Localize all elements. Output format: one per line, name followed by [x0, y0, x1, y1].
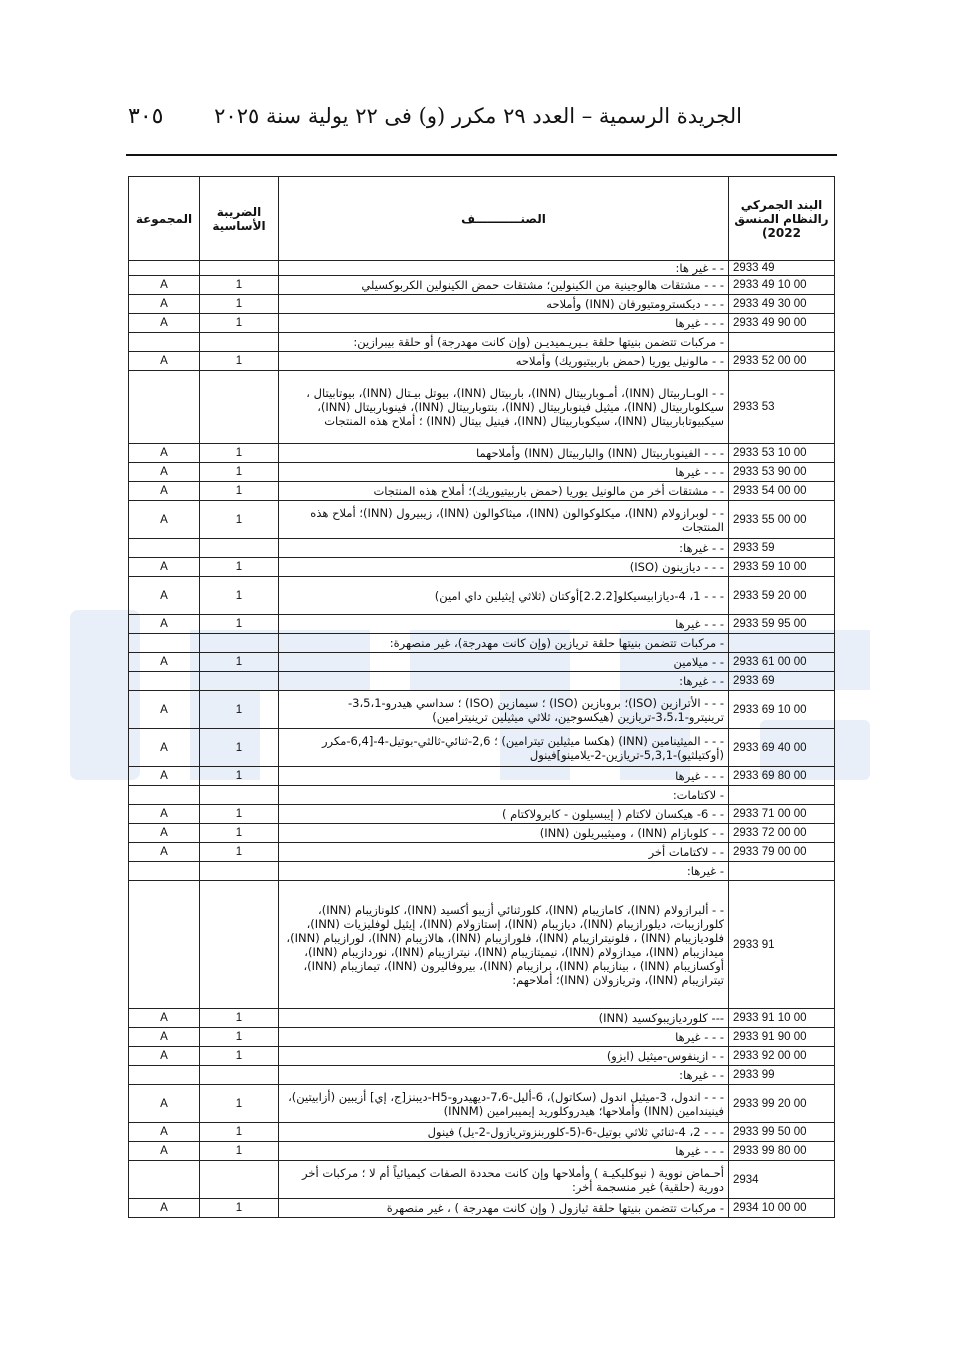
code-cell: 2933 72 00 00	[729, 824, 835, 843]
description-cell: - غيرها:	[279, 862, 729, 881]
group-cell: A	[129, 653, 200, 672]
duty-cell: 1	[200, 653, 279, 672]
code-cell: 2933 71 00 00	[729, 805, 835, 824]
description-cell: - - غيرها:	[279, 672, 729, 691]
description-cell: - - غير ها:	[279, 261, 729, 276]
table-row	[129, 843, 835, 862]
code-cell: 2933 91 90 00	[729, 1028, 835, 1047]
code-cell	[729, 333, 835, 352]
tariff-table	[128, 176, 835, 1218]
table-row	[129, 1028, 835, 1047]
description-cell: - - - اندول، 3-ميثيل اندول (سكاتول)، 6-أليل-7،6-ديهيدرو-H5-ديبنز[ج، إي] أزيبين (أزابيتين)، فينيندامين (INN) وأملاحها؛ هيدروكلوريد إيميبرامين (INNM)	[279, 1085, 729, 1123]
description-cell: - - مالونيل يوريا (حمض باربيتيوريك) وأملاحه	[279, 352, 729, 371]
duty-cell	[200, 333, 279, 352]
table-row	[129, 767, 835, 786]
duty-cell: 1	[200, 1142, 279, 1161]
table-header-row	[129, 177, 835, 261]
description-cell: - - ازينفوس-ميثيل (ايزو)	[279, 1047, 729, 1066]
description-cell: - - - ديكسترومتيورفان (INN) وأملاحه	[279, 295, 729, 314]
group-cell: A	[129, 276, 200, 295]
code-cell: 2933 59	[729, 539, 835, 558]
duty-cell: 1	[200, 444, 279, 463]
group-cell: A	[129, 1142, 200, 1161]
table-row	[129, 653, 835, 672]
table-row	[129, 615, 835, 634]
code-cell: 2933 69 10 00	[729, 691, 835, 729]
group-cell	[129, 881, 200, 1009]
code-cell: 2933 61 00 00	[729, 653, 835, 672]
code-column-header: البند الجمركي رالنظام المنسق 2022)	[729, 177, 835, 261]
table-row	[129, 1199, 835, 1218]
group-cell	[129, 862, 200, 881]
duty-cell: 1	[200, 1047, 279, 1066]
table-row	[129, 463, 835, 482]
table-row	[129, 1085, 835, 1123]
code-cell: 2933 69 80 00	[729, 767, 835, 786]
duty-cell	[200, 862, 279, 881]
group-cell: A	[129, 1123, 200, 1142]
description-cell: - - كلوبازام (INN) ، وميثيبريلون (INN)	[279, 824, 729, 843]
code-cell: 2933 55 00 00	[729, 501, 835, 539]
table-row	[129, 862, 835, 881]
code-cell: 2933 49 30 00	[729, 295, 835, 314]
code-cell: 2934	[729, 1161, 835, 1199]
duty-cell: 1	[200, 1123, 279, 1142]
table-row	[129, 1142, 835, 1161]
description-cell: - - - مشتقات هالوجينية من الكينولين؛ مشتقات حمض الكينولين الكربوكسيلي	[279, 276, 729, 295]
code-cell: 2933 59 20 00	[729, 577, 835, 615]
description-cell: - - ميلامين	[279, 653, 729, 672]
description-cell: - - لوبرازولام (INN)، ميكلوكوالون (INN)، ميثاكوالون (INN)، زيبيرول (INN)؛ أملاح هذه المنتجات	[279, 501, 729, 539]
code-cell: 2933 53 10 00	[729, 444, 835, 463]
duty-cell: 1	[200, 577, 279, 615]
description-cell: - مركبات تتضمن بنيتها حلقة ثيازول ( وإن كانت مهدرجة ) ، غير منصهرة	[279, 1199, 729, 1218]
gazette-title: الجريدة الرسمية – العدد ٢٩ مكرر (و) فى ٢٢ يولية سنة ٢٠٢٥	[214, 104, 742, 128]
duty-cell	[200, 672, 279, 691]
description-cell: - - - غيرها	[279, 314, 729, 333]
table-row	[129, 1047, 835, 1066]
table-row	[129, 672, 835, 691]
table-row	[129, 314, 835, 333]
code-cell: 2933 99	[729, 1066, 835, 1085]
description-cell: - - - غيرها	[279, 1028, 729, 1047]
code-cell: 2933 99 20 00	[729, 1085, 835, 1123]
group-cell: A	[129, 352, 200, 371]
duty-cell: 1	[200, 1028, 279, 1047]
code-cell: 2933 99 80 00	[729, 1142, 835, 1161]
duty-column-header: الضريبة الأساسية	[200, 177, 279, 261]
duty-cell: 1	[200, 615, 279, 634]
group-cell: A	[129, 691, 200, 729]
group-cell	[129, 672, 200, 691]
code-cell: 2933 92 00 00	[729, 1047, 835, 1066]
duty-cell: 1	[200, 558, 279, 577]
code-cell: 2933 53 90 00	[729, 463, 835, 482]
group-cell: A	[129, 767, 200, 786]
code-cell: 2933 52 00 00	[729, 352, 835, 371]
code-cell: 2933 53	[729, 371, 835, 444]
group-cell: A	[129, 805, 200, 824]
description-cell: - - - الميثينامين (INN) (هكسا ميثيلين تيترامين) ؛ 2,6-ثنائي-ثالثي-بوتيل-4-[6,4-مكرر (أوكتيلثيو)-5,3,1-تريازين-2-يلامينو]فينول	[279, 729, 729, 767]
description-cell: - - - غيرها	[279, 615, 729, 634]
group-cell	[129, 1161, 200, 1199]
description-column-header: الصنـــــــــــف	[279, 177, 729, 261]
description-cell: - - - الفينوباربيتال (INN) والباربيتال (INN) وأملاحهما	[279, 444, 729, 463]
group-cell	[129, 333, 200, 352]
group-cell: A	[129, 1047, 200, 1066]
duty-cell: 1	[200, 767, 279, 786]
duty-cell: 1	[200, 824, 279, 843]
code-cell: 2933 54 00 00	[729, 482, 835, 501]
duty-cell	[200, 634, 279, 653]
description-cell: - - - الأترازين (ISO)؛ بروبازين (ISO) ؛ سيمازين (ISO) ؛ سداسي هيدرو-3،5،1- ترينيترو-3،5،1-تريازين (هيكسوجين، ثلاثي ميثيلين ترينيترامين)	[279, 691, 729, 729]
description-cell: --- كلورديازيبوكسيد (INN)	[279, 1009, 729, 1028]
description-cell: - - - 1، 4-دیازابیسیکلو[2.2.2]أوکتان (ثلاثي إيثيلين داي امين)	[279, 577, 729, 615]
table-row	[129, 558, 835, 577]
code-cell: 2933 79 00 00	[729, 843, 835, 862]
description-cell: - - لاكتامات أخر	[279, 843, 729, 862]
code-cell	[729, 862, 835, 881]
table-row	[129, 1066, 835, 1085]
table-row	[129, 501, 835, 539]
duty-cell	[200, 881, 279, 1009]
group-cell: A	[129, 1009, 200, 1028]
group-cell	[129, 371, 200, 444]
duty-cell: 1	[200, 805, 279, 824]
group-cell: A	[129, 463, 200, 482]
code-cell: 2934 10 00 00	[729, 1199, 835, 1218]
duty-cell: 1	[200, 501, 279, 539]
code-cell: 2933 49	[729, 261, 835, 276]
table-row	[129, 261, 835, 276]
table-row	[129, 333, 835, 352]
group-cell: A	[129, 843, 200, 862]
page-header	[126, 104, 836, 144]
description-cell: - - - ديازينون (ISO)	[279, 558, 729, 577]
table-row	[129, 444, 835, 463]
duty-cell	[200, 261, 279, 276]
code-cell: 2933 69	[729, 672, 835, 691]
code-cell: 2933 91	[729, 881, 835, 1009]
description-cell: أحـماض نووية ( نيوكليكيـة ) وأملاحها وإن كانت محددة الصفات كيميائياً أم لا ؛ مركبات أخر دورية (حلقية) غير منسجمة أخر:	[279, 1161, 729, 1199]
group-cell: A	[129, 615, 200, 634]
table-row	[129, 881, 835, 1009]
group-cell: A	[129, 558, 200, 577]
description-cell: - - الوبـاربيتال (INN)، أمـوباربيتال (INN)، باربيتال (INN)، بيوتل بيـتال (INN)، بيوتابيتال ، سيكلوباربيتال (INN)، ميثيل فينوباربيتال (INN)، بنتوباربيتال (INN)، فينوباربيتال (INN)، سيكبيوتاباربيتال (INN)، سيكوباربيتال (INN)، فينيل بيتال (INN) ؛ أملاح هذه المنتجات	[279, 371, 729, 444]
duty-cell	[200, 371, 279, 444]
duty-cell	[200, 1066, 279, 1085]
description-cell: - - غيرها:	[279, 1066, 729, 1085]
duty-cell: 1	[200, 691, 279, 729]
group-cell: A	[129, 314, 200, 333]
group-cell: A	[129, 501, 200, 539]
group-cell	[129, 634, 200, 653]
group-cell: A	[129, 729, 200, 767]
duty-cell: 1	[200, 352, 279, 371]
description-cell: - - ألبرازولام (INN)، كامازيبام (INN)، كلورثنائي أزيبو أكسيد (INN)، كلونازيبام (INN)، كلورازيبات، ديلورازيبام (INN)، ديازيبام (INN)، إستازولام (INN)، إيثيل لوفليزيات (INN)، فلودیازیبام (INN) ، فلونيترازيبام (INN)، فلورازيبام (INN)، هالازيبام (INN)، لورازيبام (INN)، ميدازيبام (INN)، ميدازولام (INN)، نيميتازيبام (INN)، نيترازيبام (INN)، نوردازيبام (INN)، أوكسازيبام (INN) ، بينازيبام (INN)، برازيبام (INN)، بيروفاليرون (INN)، تيمازيبام (INN)، تيترازيبام (INN)، وتريازولان (INN)؛ أملاحهم:	[279, 881, 729, 1009]
table-row	[129, 691, 835, 729]
code-cell: 2933 69 40 00	[729, 729, 835, 767]
code-cell: 2933 99 50 00	[729, 1123, 835, 1142]
duty-cell: 1	[200, 1009, 279, 1028]
code-cell: 2933 49 10 00	[729, 276, 835, 295]
table-row	[129, 805, 835, 824]
table-row	[129, 1123, 835, 1142]
description-cell: - - 6- هيكسان لاكتام ( إيبسيلون - كابرولاكتام )	[279, 805, 729, 824]
description-cell: - مركبات تتضمن بنيتها حلقة بـيريـميديـن (وإن كانت مهدرجة) أو حلقة بيبرازين:	[279, 333, 729, 352]
code-cell	[729, 634, 835, 653]
table-row	[129, 295, 835, 314]
duty-cell: 1	[200, 729, 279, 767]
duty-cell: 1	[200, 463, 279, 482]
table-row	[129, 539, 835, 558]
header-rule	[126, 154, 837, 156]
duty-cell: 1	[200, 314, 279, 333]
table-row	[129, 1009, 835, 1028]
code-cell: 2933 59 10 00	[729, 558, 835, 577]
group-cell: A	[129, 482, 200, 501]
description-cell: - - - 2، 4-ثنائي ثلاثي بوتيل-6-(5-كلوربنزوتريازول-2-يل) فينول	[279, 1123, 729, 1142]
group-cell	[129, 539, 200, 558]
description-cell: - لاكتامات:	[279, 786, 729, 805]
group-cell: A	[129, 1028, 200, 1047]
duty-cell: 1	[200, 482, 279, 501]
table-row	[129, 482, 835, 501]
description-cell: - - مشتقات أخر من مالونيل يوريا (حمض باربيتيوريك)؛ أملاح هذه المنتجات	[279, 482, 729, 501]
description-cell: - - - غيرها	[279, 463, 729, 482]
table-row	[129, 577, 835, 615]
group-cell: A	[129, 1085, 200, 1123]
description-cell: - مركبات تتضمن بنيتها حلقة تريازين (وإن كانت مهدرجة)، غير منصهرة:	[279, 634, 729, 653]
table-row	[129, 729, 835, 767]
table-row	[129, 276, 835, 295]
table-row	[129, 824, 835, 843]
description-cell: - - - غيرها	[279, 767, 729, 786]
code-cell: 2933 49 90 00	[729, 314, 835, 333]
duty-cell: 1	[200, 1085, 279, 1123]
description-cell: - - - غيرها	[279, 1142, 729, 1161]
duty-cell: 1	[200, 1199, 279, 1218]
table-row	[129, 1161, 835, 1199]
duty-cell: 1	[200, 295, 279, 314]
duty-cell	[200, 1161, 279, 1199]
duty-cell: 1	[200, 843, 279, 862]
group-cell	[129, 261, 200, 276]
group-cell	[129, 786, 200, 805]
group-cell: A	[129, 295, 200, 314]
table-row	[129, 786, 835, 805]
group-cell: A	[129, 1199, 200, 1218]
group-cell: A	[129, 824, 200, 843]
table-row	[129, 634, 835, 653]
duty-cell	[200, 786, 279, 805]
code-cell	[729, 786, 835, 805]
table-body	[129, 261, 835, 1218]
group-column-header: المجموعة	[129, 177, 200, 261]
code-cell: 2933 91 10 00	[729, 1009, 835, 1028]
duty-cell	[200, 539, 279, 558]
group-cell	[129, 1066, 200, 1085]
duty-cell: 1	[200, 276, 279, 295]
table-row	[129, 352, 835, 371]
table-row	[129, 371, 835, 444]
group-cell: A	[129, 444, 200, 463]
description-cell: - - غيرها:	[279, 539, 729, 558]
code-cell: 2933 59 95 00	[729, 615, 835, 634]
page-number: ٣٠٥	[128, 104, 164, 129]
group-cell: A	[129, 577, 200, 615]
